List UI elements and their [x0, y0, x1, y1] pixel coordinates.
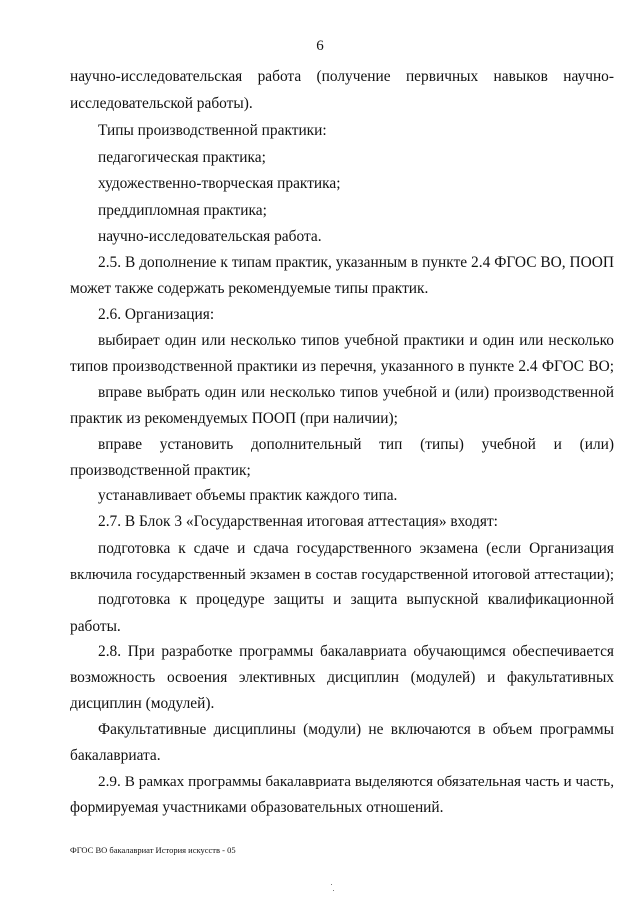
text-line: вправе установить дополнительный тип (типы) учебной и (или) — [98, 436, 614, 453]
scan-speck — [333, 890, 334, 891]
text-line: подготовка к процедуре защиты и защита выпускной квалификационной — [98, 591, 614, 608]
text-line: Типы производственной практики: — [98, 122, 327, 139]
text-line: типов производственной практики из перечня, указанного в пункте 2.4 ФГОС ВО; — [70, 358, 614, 375]
text-line: 2.5. В дополнение к типам практик, указанным в пункте 2.4 ФГОС ВО, ПООП — [98, 254, 614, 271]
text-line: работы. — [70, 618, 121, 635]
text-line: возможность освоения элективных дисциплин (модулей) и факультативных — [70, 669, 614, 686]
text-line: исследовательской работы). — [70, 95, 253, 112]
text-line: производственной практик; — [70, 462, 251, 479]
text-line: выбирает один или несколько типов учебной практики и один или несколько — [98, 332, 614, 349]
text-line: бакалавриата. — [70, 747, 161, 764]
text-line: педагогическая практика; — [98, 149, 266, 166]
text-line: 2.9. В рамках программы бакалавриата выделяются обязательная часть и часть, — [98, 773, 614, 790]
page-number: 6 — [316, 38, 324, 54]
text-line: может также содержать рекомендуемые типы практик. — [70, 280, 429, 297]
text-line: художественно-творческая практика; — [98, 175, 341, 192]
text-line: Факультативные дисциплины (модули) не включаются в объем программы — [98, 721, 614, 738]
text-line: устанавливает объемы практик каждого типа. — [98, 487, 398, 504]
text-line: преддипломная практика; — [98, 202, 267, 219]
text-line: 2.7. В Блок 3 «Государственная итоговая аттестация» входят: — [98, 513, 498, 530]
text-line: научно-исследовательская работа. — [98, 228, 322, 245]
text-line: вправе выбрать один или несколько типов учебной и (или) производственной — [98, 384, 614, 401]
text-line: включила государственный экзамен в состав государственной итоговой аттестации); — [70, 567, 614, 583]
text-line: формируемая участниками образовательных отношений. — [70, 799, 444, 816]
text-line: дисциплин (модулей). — [70, 695, 215, 712]
text-line: 2.6. Организация: — [98, 306, 215, 323]
text-line: практик из рекомендуемых ПООП (при наличии); — [70, 410, 398, 427]
text-line: научно-исследовательская работа (получение первичных навыков научно- — [70, 68, 614, 85]
text-line: 2.8. При разработке программы бакалавриата обучающимся обеспечивается — [98, 643, 614, 660]
scan-speck — [331, 884, 332, 885]
text-line: подготовка к сдаче и сдача государственного экзамена (если Организация — [98, 540, 614, 557]
page-footer: ФГОС ВО бакалавриат История искусств - 05 — [70, 845, 236, 855]
